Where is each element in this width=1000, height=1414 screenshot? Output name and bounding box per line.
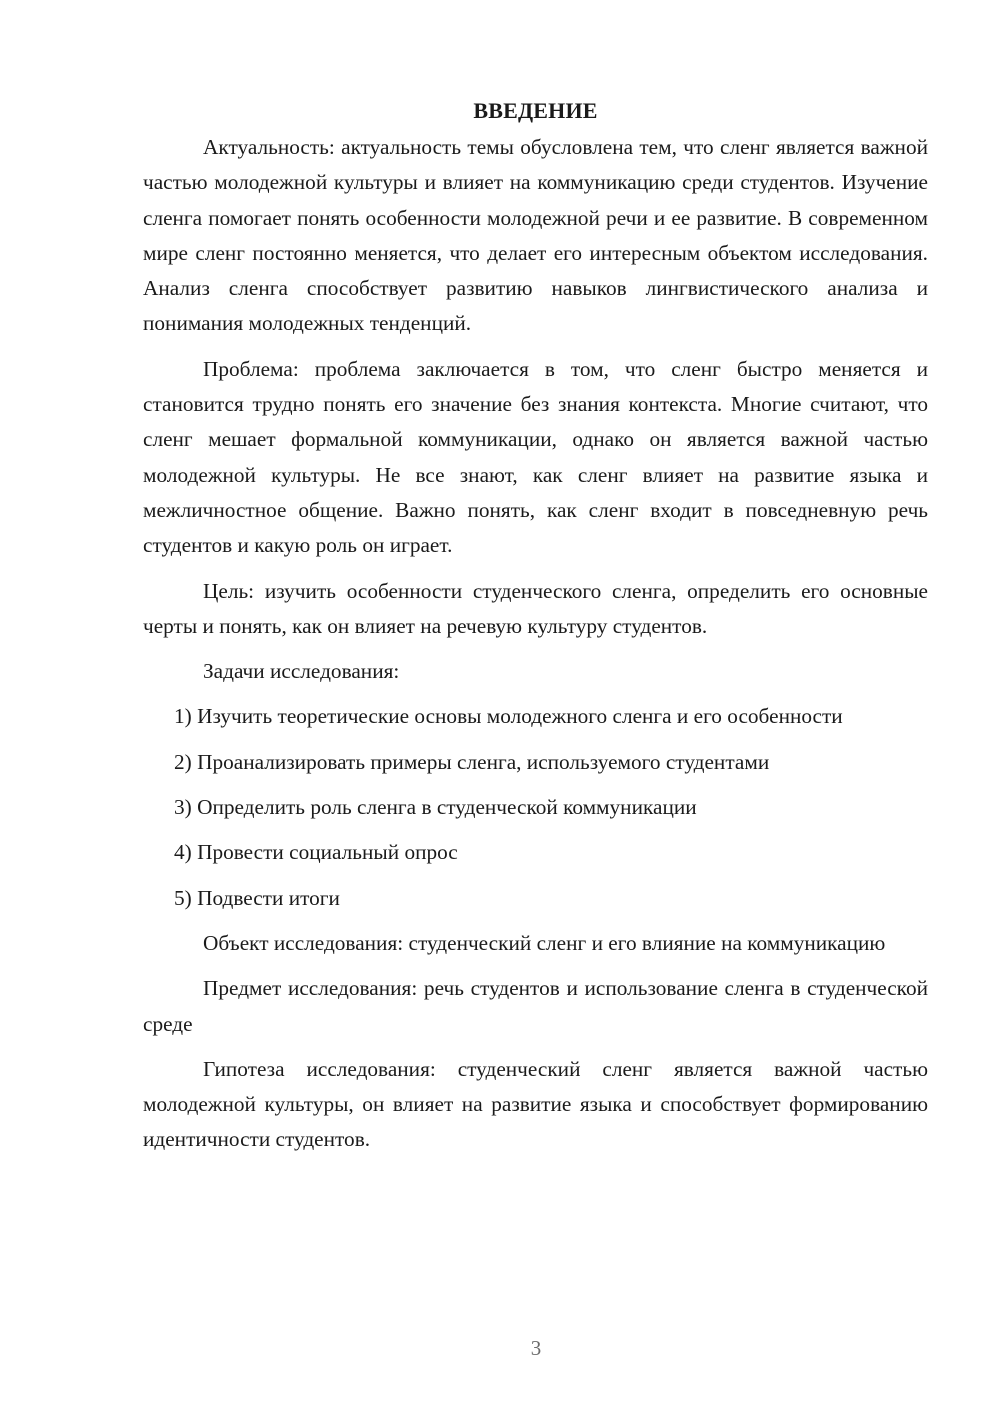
paragraph-hypothesis: Гипотеза исследования: студенческий сленг является важной частью молодежной культуры, он влияет на развитие языка и способствует формированию идентичности студентов. [143,1056,928,1152]
document-page [143,96,928,1168]
page-title: ВВЕДЕНИЕ [473,98,598,123]
list-item: 1) Изучить теоретические основы молодежного сленга и его особенности [174,704,843,729]
page-number: 3 [530,1336,542,1360]
paragraph-problem: Проблема: проблема заключается в том, что сленг быстро меняется и становится трудно понять его значение без знания контекста. Многие считают, что сленг мешает формальной коммуникации, однако он является важной частью молодежной культуры. Не все знают, как сленг влияет на развитие языка и межличностное общение. Важно понять, как сленг входит в повседневную речь студентов и какую роль он играет. [143,356,928,558]
tasks-heading: Задачи исследования: [203,659,400,684]
list-item: 4) Провести социальный опрос [174,840,458,865]
paragraph-object: Объект исследования: студенческий сленг и его влияние на коммуникацию [203,930,886,955]
list-item: 5) Подвести итоги [174,885,340,910]
list-item: 2) Проанализировать примеры сленга, используемого студентами [174,749,770,774]
paragraph-goal: Цель: изучить особенности студенческого сленга, определить его основные черты и понять, как он влияет на речевую культуру студентов. [143,578,928,638]
paragraph-subject: Предмет исследования: речь студентов и использование сленга в студенческой среде [143,976,928,1036]
list-item: 3) Определить роль сленга в студенческой коммуникации [174,795,697,820]
paragraph-relevance: Актуальность: актуальность темы обусловлена тем, что сленг является важной частью молодежной культуры и влияет на коммуникацию среди студентов. Изучение сленга помогает понять особенности молодежной речи и ее развитие. В современном мире сленг постоянно меняется, что делает его интересным объектом исследования. Анализ сленга способствует развитию навыков лингвистического анализа и понимания молодежных тенденций. [143,135,928,336]
